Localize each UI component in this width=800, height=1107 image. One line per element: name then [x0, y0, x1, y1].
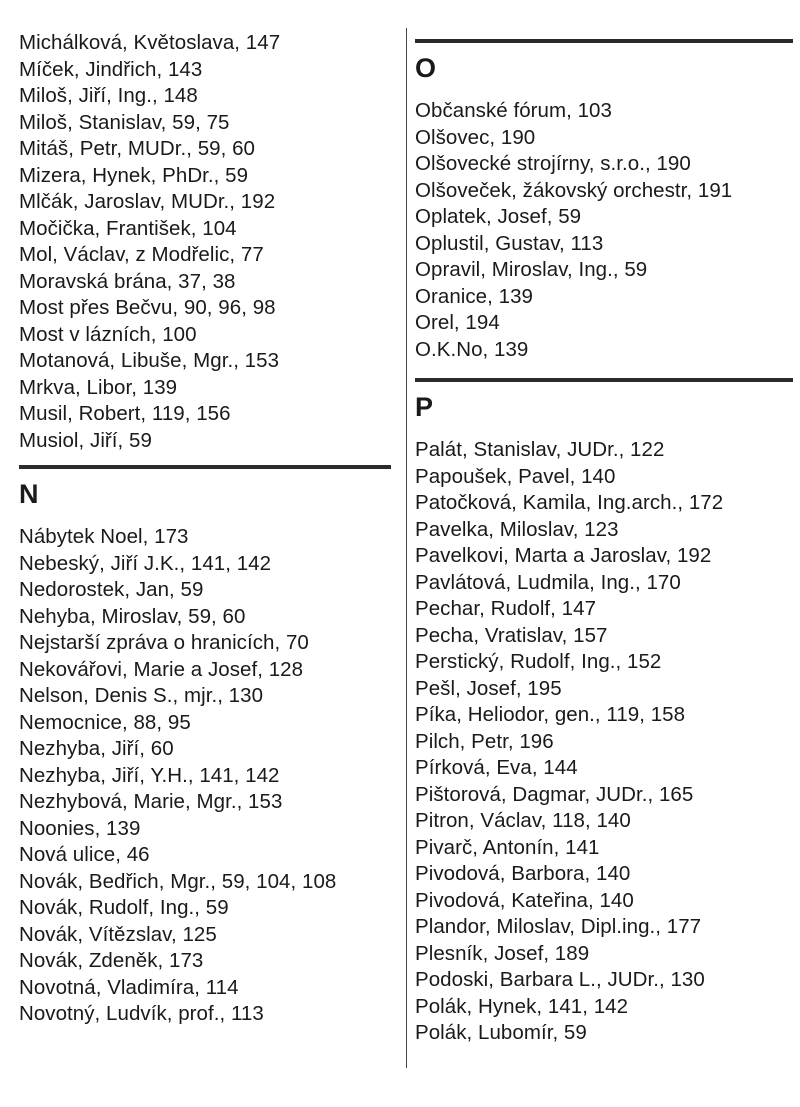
index-entry: Mizera, Hynek, PhDr., 59 — [19, 163, 249, 187]
index-entry: Pavelka, Miloslav, 123 — [415, 517, 619, 541]
n-entries-list — [19, 524, 391, 1028]
index-entry: Píka, Heliodor, gen., 119, 158 — [415, 703, 686, 726]
index-entry: Mlčák, Jaroslav, MUDr., 192 — [19, 190, 276, 213]
index-entry: Pavelkovi, Marta a Jaroslav, 192 — [415, 544, 712, 567]
index-entry: Oranice, 139 — [415, 284, 533, 308]
p-entries-list — [415, 437, 785, 1047]
index-entry: Podoski, Barbara L., JUDr., 130 — [415, 968, 705, 991]
index-entry: Mol, Václav, z Modřelic, 77 — [19, 243, 264, 266]
index-entry: Papoušek, Pavel, 140 — [415, 464, 616, 488]
index-entry: Nezhyba, Jiří, Y.H., 141, 142 — [19, 763, 280, 787]
index-entry: Pešl, Josef, 195 — [415, 676, 562, 700]
index-entry: Pírková, Eva, 144 — [415, 756, 578, 779]
index-entry: Olšoveček, žákovský orchestr, 191 — [415, 178, 733, 202]
index-entry: Nábytek Noel, 173 — [19, 525, 189, 548]
index-entry: Nezhyba, Jiří, 60 — [19, 737, 174, 760]
index-entry: Nekovářovi, Marie a Josef, 128 — [19, 657, 304, 681]
index-entry: Oplatek, Josef, 59 — [415, 205, 582, 228]
index-entry: Nemocnice, 88, 95 — [19, 710, 191, 734]
index-entry: Močička, František, 104 — [19, 216, 237, 240]
index-entry: Pištorová, Dagmar, JUDr., 165 — [415, 782, 694, 806]
index-entry: Olšovecké strojírny, s.r.o., 190 — [415, 152, 691, 175]
index-entry: Olšovec, 190 — [415, 125, 536, 149]
index-entry: Polák, Lubomír, 59 — [415, 1021, 587, 1044]
index-entry: Nejstarší zpráva o hranicích, 70 — [19, 631, 309, 654]
index-entry: Opravil, Miroslav, Ing., 59 — [415, 258, 648, 281]
column-divider — [406, 28, 407, 1068]
index-entry: Novák, Vítězslav, 125 — [19, 922, 217, 946]
index-entry: Novotná, Vladimíra, 114 — [19, 975, 239, 999]
index-entry: Musiol, Jiří, 59 — [19, 428, 152, 452]
index-entry: Pivodová, Barbora, 140 — [415, 862, 631, 885]
index-entry: Palát, Stanislav, JUDr., 122 — [415, 438, 665, 461]
index-entry: Míček, Jindřich, 143 — [19, 57, 203, 81]
index-entry: Pechar, Rudolf, 147 — [415, 597, 597, 620]
index-entry: O.K.No, 139 — [415, 337, 529, 361]
index-entry: Most přes Bečvu, 90, 96, 98 — [19, 296, 276, 319]
section-p-rule — [415, 378, 793, 382]
index-entry: Pecha, Vratislav, 157 — [415, 623, 608, 647]
index-entry: Novák, Bedřich, Mgr., 59, 104, 108 — [19, 869, 337, 893]
index-entry: Občanské fórum, 103 — [415, 99, 612, 122]
index-entry: Nelson, Denis S., mjr., 130 — [19, 684, 264, 707]
index-entry: Noonies, 139 — [19, 816, 141, 840]
index-entry: Nová ulice, 46 — [19, 843, 150, 866]
index-entry: Musil, Robert, 119, 156 — [19, 402, 231, 425]
m-entries-list — [19, 0, 391, 454]
section-o-rule — [415, 39, 793, 43]
left-column — [19, 0, 391, 1028]
index-entry: Moravská brána, 37, 38 — [19, 269, 236, 293]
o-entries-list — [415, 98, 785, 363]
index-entry: Mrkva, Libor, 139 — [19, 375, 178, 399]
index-entry: Pivarč, Antonín, 141 — [415, 835, 600, 859]
index-entry: Miloš, Jiří, Ing., 148 — [19, 84, 198, 107]
index-entry: Novák, Zdeněk, 173 — [19, 949, 204, 972]
index-entry: Novák, Rudolf, Ing., 59 — [19, 896, 229, 919]
index-entry: Most v lázních, 100 — [19, 322, 197, 346]
right-column — [415, 0, 785, 1047]
index-entry: Perstický, Rudolf, Ing., 152 — [415, 650, 662, 673]
section-n-heading: N — [19, 479, 39, 509]
index-entry: Patočková, Kamila, Ing.arch., 172 — [415, 491, 724, 514]
index-entry: Mitáš, Petr, MUDr., 59, 60 — [19, 137, 255, 160]
index-entry: Pitron, Václav, 118, 140 — [415, 809, 631, 832]
section-p-heading: P — [415, 392, 434, 422]
index-entry: Plandor, Miloslav, Dipl.ing., 177 — [415, 915, 702, 938]
index-entry: Orel, 194 — [415, 311, 500, 334]
index-entry: Pavlátová, Ludmila, Ing., 170 — [415, 570, 681, 594]
index-entry: Motanová, Libuše, Mgr., 153 — [19, 349, 280, 372]
index-entry: Nedorostek, Jan, 59 — [19, 578, 204, 601]
index-entry: Pilch, Petr, 196 — [415, 729, 554, 753]
index-entry: Miloš, Stanislav, 59, 75 — [19, 110, 230, 134]
section-n-rule — [19, 465, 391, 469]
index-entry: Nehyba, Miroslav, 59, 60 — [19, 604, 246, 628]
index-entry: Plesník, Josef, 189 — [415, 941, 590, 965]
index-entry: Pivodová, Kateřina, 140 — [415, 888, 634, 912]
index-entry: Michálková, Květoslava, 147 — [19, 31, 281, 54]
index-entry: Polák, Hynek, 141, 142 — [415, 994, 629, 1018]
index-entry: Nebeský, Jiří J.K., 141, 142 — [19, 551, 272, 575]
index-entry: Oplustil, Gustav, 113 — [415, 231, 604, 255]
index-entry: Novotný, Ludvík, prof., 113 — [19, 1002, 264, 1025]
section-o-heading: O — [415, 53, 437, 83]
index-entry: Nezhybová, Marie, Mgr., 153 — [19, 790, 283, 813]
